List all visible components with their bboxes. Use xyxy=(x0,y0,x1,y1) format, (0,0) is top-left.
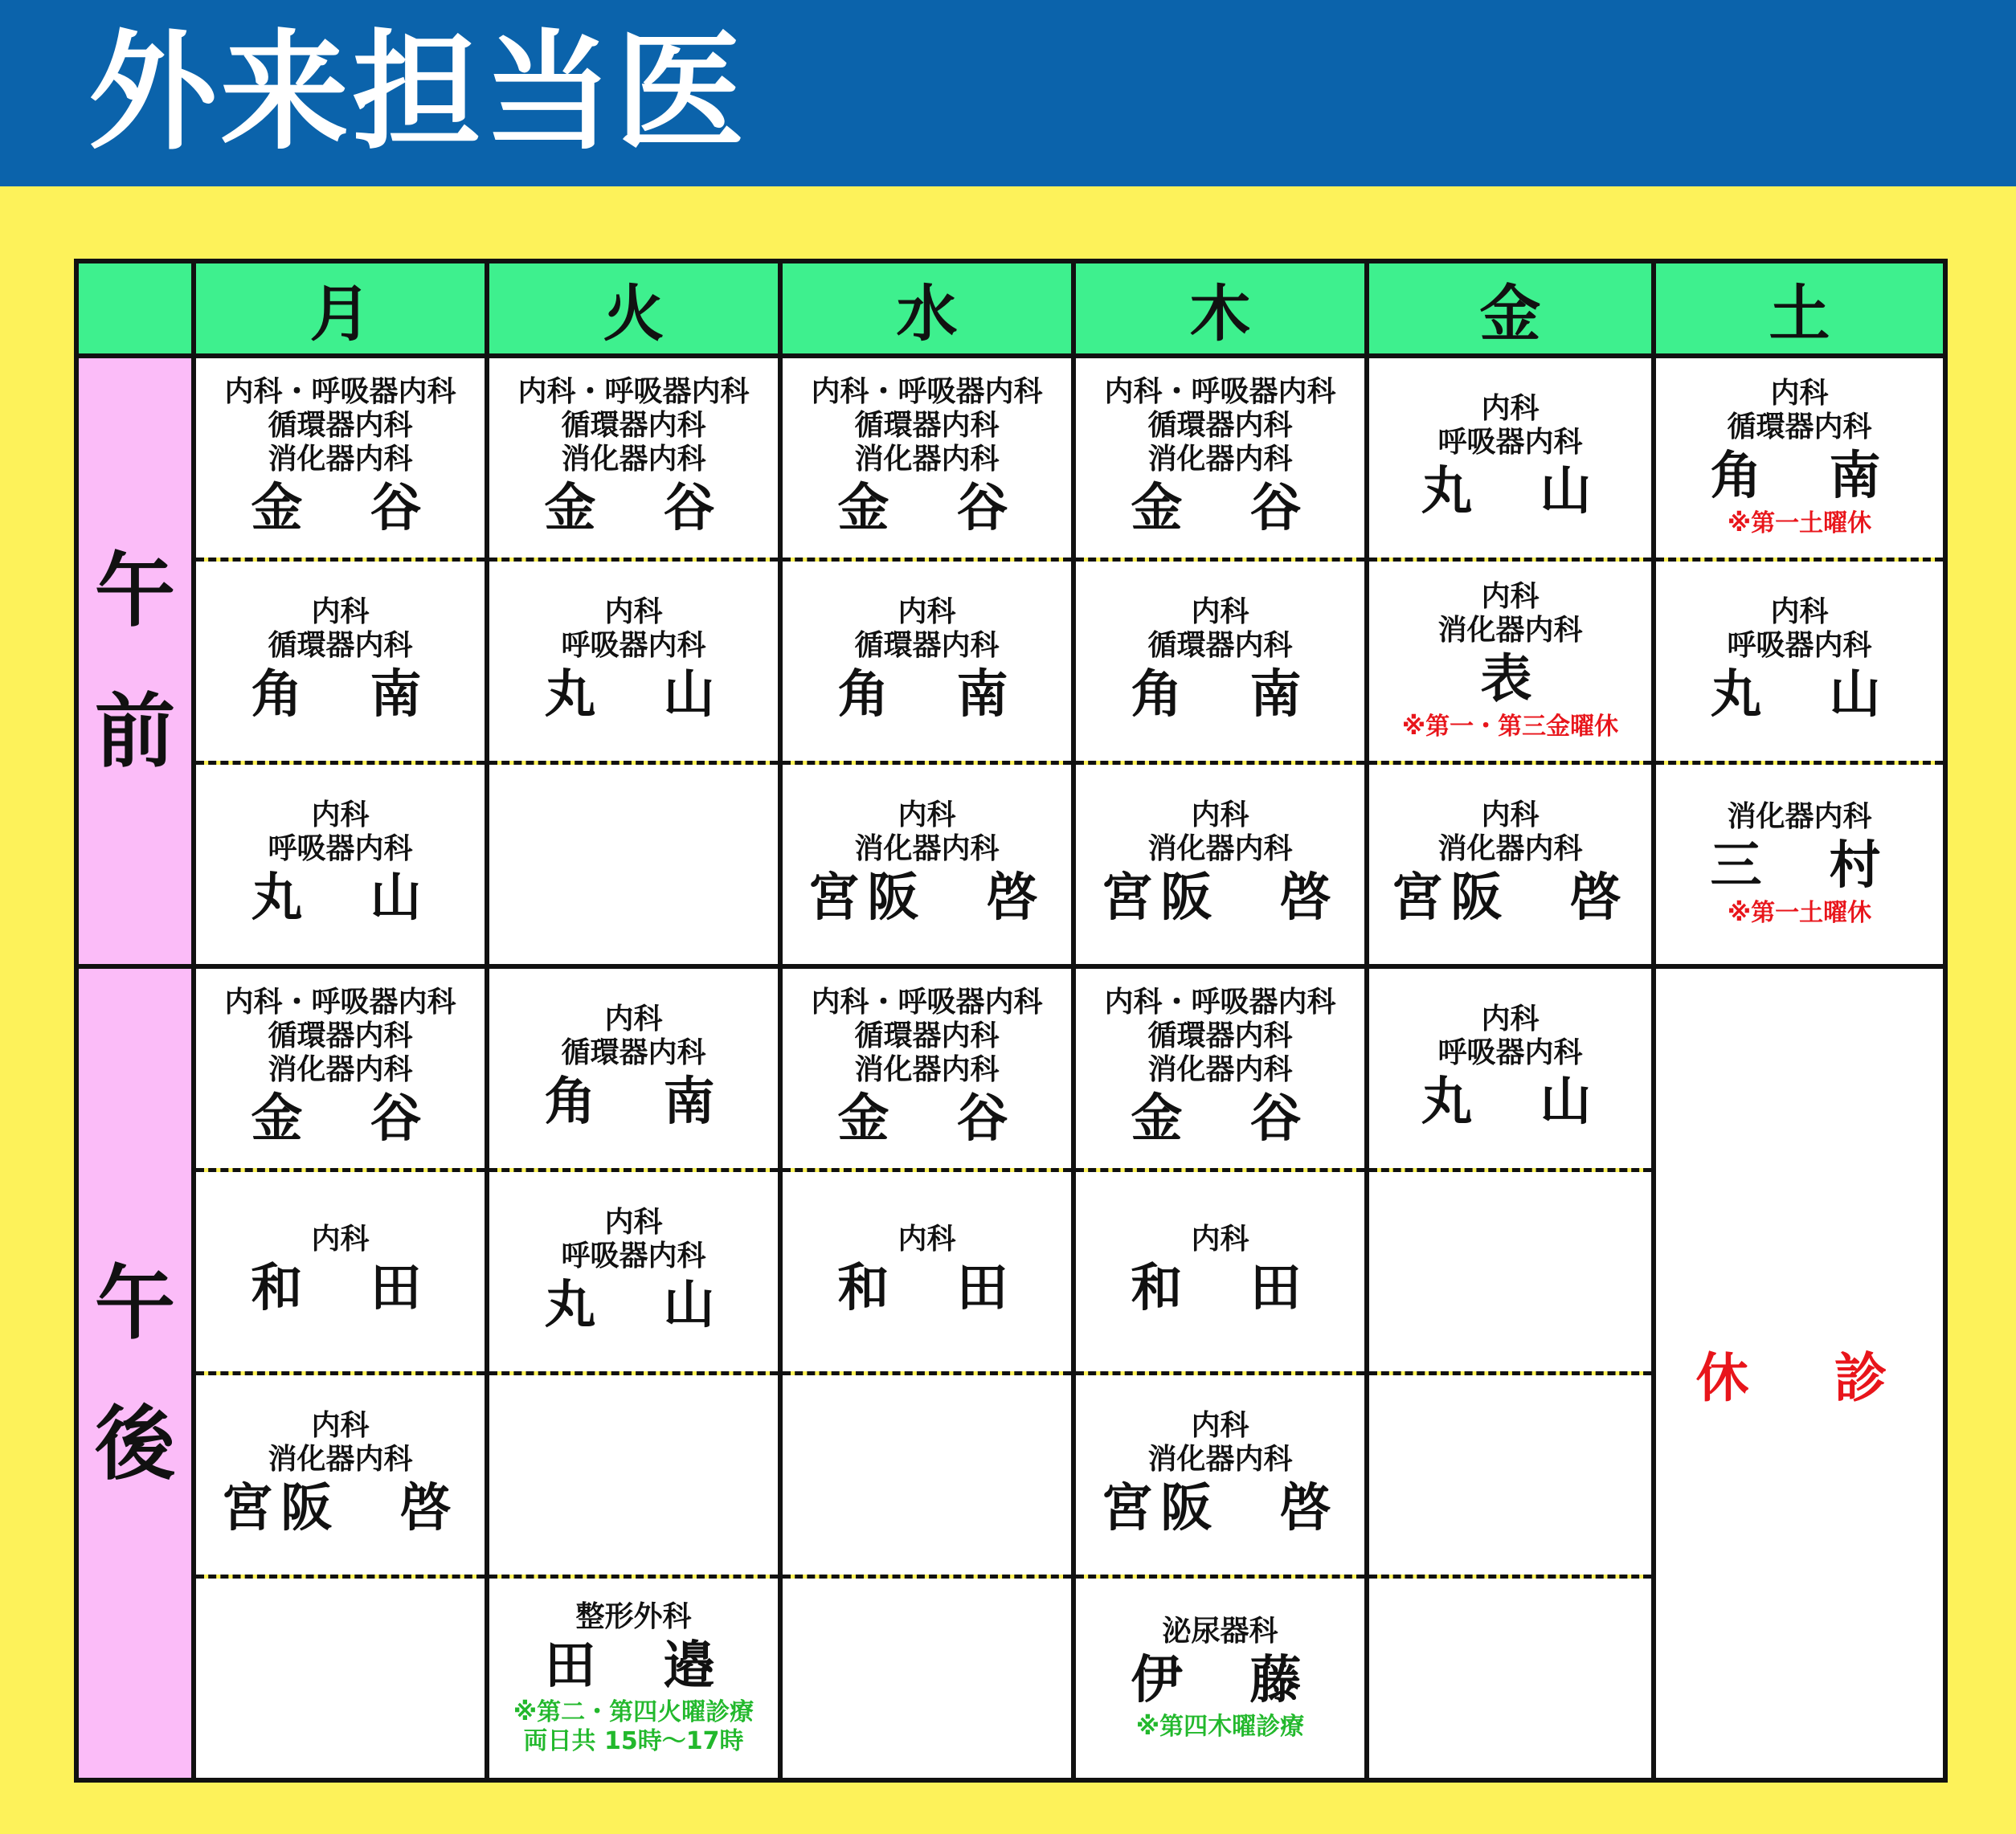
doctor-name: 宮阪 啓 xyxy=(1391,868,1630,928)
slot-pm-4-thu xyxy=(1073,1577,1367,1781)
schedule-table xyxy=(74,259,1948,1783)
slot-pm-4-wed xyxy=(780,1577,1073,1781)
department-label: 内科・呼吸器内科 xyxy=(224,375,456,408)
department-label: 循環器内科 xyxy=(561,1036,706,1069)
department-label: 呼吸器内科 xyxy=(561,629,706,662)
slot-am-1-fri xyxy=(1367,356,1654,560)
department-label: 内科・呼吸器内科 xyxy=(224,986,456,1019)
department-label: 循環器内科 xyxy=(854,1019,1000,1052)
slot-pm-2-mon xyxy=(194,1170,487,1374)
day-header-tue: 火 xyxy=(487,261,780,356)
department-label: 内科 xyxy=(311,1223,370,1256)
slot-am-2-fri xyxy=(1367,560,1654,763)
slot-am-3-thu xyxy=(1073,763,1367,967)
department-label: 内科 xyxy=(898,1223,956,1256)
corner-cell xyxy=(76,261,194,356)
pm-row xyxy=(76,966,1945,1170)
slot-am-1-wed xyxy=(780,356,1073,560)
department-label: 循環器内科 xyxy=(268,1019,413,1052)
closure-note: ※第一土曜休 xyxy=(1727,509,1872,537)
doctor-name: 丸 山 xyxy=(544,1276,723,1335)
slot-am-1-sat xyxy=(1654,356,1945,560)
department-label: 消化器内科 xyxy=(268,1053,413,1086)
slot-am-2-mon xyxy=(194,560,487,763)
department-label: 内科 xyxy=(1191,1223,1249,1256)
day-header-fri: 金 xyxy=(1367,261,1654,356)
slot-pm-3-fri xyxy=(1367,1374,1654,1577)
department-label: 内科 xyxy=(311,1409,370,1442)
doctor-name: 角 南 xyxy=(1131,665,1310,725)
department-label: 内科・呼吸器内科 xyxy=(811,375,1043,408)
department-label: 内科 xyxy=(1481,580,1540,613)
department-label: 消化器内科 xyxy=(1437,832,1583,865)
doctor-name: 角 南 xyxy=(251,665,430,725)
department-label: 循環器内科 xyxy=(1147,1019,1293,1052)
doctor-name: 金 谷 xyxy=(1131,479,1310,538)
am-row xyxy=(76,560,1945,763)
department-label: 消化器内科 xyxy=(268,443,413,476)
department-label: 循環器内科 xyxy=(268,629,413,662)
doctor-name: 宮阪 啓 xyxy=(808,868,1046,928)
slot-am-2-wed xyxy=(780,560,1073,763)
am-row xyxy=(76,356,1945,560)
department-label: 整形外科 xyxy=(575,1600,692,1633)
department-label: 内科 xyxy=(1191,1409,1249,1442)
department-label: 循環器内科 xyxy=(268,409,413,442)
slot-pm-1-wed xyxy=(780,966,1073,1170)
department-label: 内科 xyxy=(1481,1003,1540,1035)
slot-pm-4-fri xyxy=(1367,1577,1654,1781)
slot-am-3-wed xyxy=(780,763,1073,967)
slot-am-3-mon xyxy=(194,763,487,967)
department-label: 呼吸器内科 xyxy=(1727,629,1872,662)
department-label: 内科 xyxy=(898,799,956,831)
department-label: 内科 xyxy=(1770,595,1829,628)
clinic-day-note: 両日共 15時～17時 xyxy=(523,1727,744,1755)
closure-note: ※第一土曜休 xyxy=(1727,899,1872,927)
doctor-name: 丸 山 xyxy=(251,868,430,928)
doctor-name: 丸 山 xyxy=(544,665,723,725)
doctor-name: 宮阪 啓 xyxy=(1101,1479,1339,1538)
day-header-mon: 月 xyxy=(194,261,487,356)
doctor-name: 金 谷 xyxy=(251,479,430,538)
slot-pm-1-fri xyxy=(1367,966,1654,1170)
closure-note: ※第一・第三金曜休 xyxy=(1401,713,1619,741)
department-label: 内科 xyxy=(311,595,370,628)
slot-am-3-fri xyxy=(1367,763,1654,967)
doctor-name: 角 南 xyxy=(1710,447,1889,506)
slot-am-2-thu xyxy=(1073,560,1367,763)
department-label: 消化器内科 xyxy=(1437,614,1583,647)
doctor-name: 伊 藤 xyxy=(1131,1651,1310,1710)
slot-pm-3-wed xyxy=(780,1374,1073,1577)
slot-am-1-thu xyxy=(1073,356,1367,560)
slot-am-3-tue xyxy=(487,763,780,967)
slot-am-1-tue xyxy=(487,356,780,560)
department-label: 呼吸器内科 xyxy=(268,832,413,865)
doctor-name: 丸 山 xyxy=(1710,665,1889,725)
doctor-name: 和 田 xyxy=(837,1259,1016,1318)
department-label: 内科 xyxy=(1191,595,1249,628)
slot-pm-3-mon xyxy=(194,1374,487,1577)
doctor-name: 宮阪 啓 xyxy=(1101,868,1339,928)
slot-pm-2-fri xyxy=(1367,1170,1654,1374)
clinic-day-note: ※第二・第四火曜診療 xyxy=(513,1698,754,1726)
slot-am-2-sat xyxy=(1654,560,1945,763)
slot-am-3-sat xyxy=(1654,763,1945,967)
department-label: 循環器内科 xyxy=(561,409,706,442)
doctor-name: 角 南 xyxy=(544,1072,723,1132)
am-row xyxy=(76,763,1945,967)
department-label: 内科 xyxy=(1481,799,1540,831)
doctor-name: 和 田 xyxy=(251,1259,430,1318)
period-label-am xyxy=(76,356,194,966)
slot-pm-1-thu xyxy=(1073,966,1367,1170)
page-title: 外来担当医 xyxy=(88,17,748,167)
slot-pm-2-wed xyxy=(780,1170,1073,1374)
doctor-name: 宮阪 啓 xyxy=(221,1479,460,1538)
department-label: 循環器内科 xyxy=(1727,411,1872,443)
doctor-name: 金 谷 xyxy=(251,1089,430,1149)
doctor-name: 金 谷 xyxy=(837,1089,1016,1149)
department-label: 消化器内科 xyxy=(854,1053,1000,1086)
department-label: 消化器内科 xyxy=(1147,1053,1293,1086)
department-label: 泌尿器科 xyxy=(1162,1615,1278,1648)
clinic-day-note: ※第四木曜診療 xyxy=(1135,1713,1305,1741)
doctor-name: 丸 山 xyxy=(1421,1072,1600,1132)
doctor-name: 和 田 xyxy=(1131,1259,1310,1318)
period-label-text: 午 後 xyxy=(95,1256,175,1491)
department-label: 呼吸器内科 xyxy=(1437,426,1583,459)
department-label: 内科 xyxy=(311,799,370,831)
slot-pm-4-mon xyxy=(194,1577,487,1781)
department-label: 内科・呼吸器内科 xyxy=(1104,986,1336,1019)
doctor-name: 角 南 xyxy=(837,665,1016,725)
slot-pm-2-tue xyxy=(487,1170,780,1374)
department-label: 内科 xyxy=(1191,799,1249,831)
department-label: 消化器内科 xyxy=(561,443,706,476)
slot-am-1-mon xyxy=(194,356,487,560)
period-label-pm xyxy=(76,966,194,1780)
department-label: 内科・呼吸器内科 xyxy=(1104,375,1336,408)
department-label: 内科 xyxy=(604,595,663,628)
period-label-text: 午 前 xyxy=(95,544,175,778)
slot-pm-2-thu xyxy=(1073,1170,1367,1374)
doctor-name: 金 谷 xyxy=(1131,1089,1310,1149)
department-label: 内科 xyxy=(1481,392,1540,425)
department-label: 内科 xyxy=(604,1003,663,1035)
department-label: 呼吸器内科 xyxy=(1437,1036,1583,1069)
department-label: 循環器内科 xyxy=(1147,409,1293,442)
doctor-name: 三 村 xyxy=(1710,836,1889,896)
department-label: 消化器内科 xyxy=(1147,832,1293,865)
doctor-name: 表 xyxy=(1480,650,1540,709)
department-label: 内科・呼吸器内科 xyxy=(811,986,1043,1019)
department-label: 内科・呼吸器内科 xyxy=(517,375,750,408)
closed-sat-pm: 休 診 xyxy=(1654,966,1945,1780)
department-label: 消化器内科 xyxy=(1727,800,1872,833)
slot-am-2-tue xyxy=(487,560,780,763)
department-label: 消化器内科 xyxy=(268,1443,413,1476)
header-bar xyxy=(0,0,2016,186)
department-label: 消化器内科 xyxy=(854,443,1000,476)
slot-pm-3-thu xyxy=(1073,1374,1367,1577)
department-label: 内科 xyxy=(898,595,956,628)
day-header-thu: 木 xyxy=(1073,261,1367,356)
department-label: 内科 xyxy=(1770,377,1829,410)
department-label: 呼吸器内科 xyxy=(561,1240,706,1272)
department-label: 消化器内科 xyxy=(854,832,1000,865)
department-label: 循環器内科 xyxy=(854,629,1000,662)
day-header-row xyxy=(76,261,1945,356)
slot-pm-1-mon xyxy=(194,966,487,1170)
department-label: 循環器内科 xyxy=(1147,629,1293,662)
department-label: 内科 xyxy=(604,1206,663,1239)
department-label: 循環器内科 xyxy=(854,409,1000,442)
day-header-sat: 土 xyxy=(1654,261,1945,356)
day-header-wed: 水 xyxy=(780,261,1073,356)
department-label: 消化器内科 xyxy=(1147,1443,1293,1476)
slot-pm-1-tue xyxy=(487,966,780,1170)
slot-pm-3-tue xyxy=(487,1374,780,1577)
doctor-name: 丸 山 xyxy=(1421,462,1600,521)
doctor-name: 金 谷 xyxy=(837,479,1016,538)
slot-pm-4-tue xyxy=(487,1577,780,1781)
doctor-name: 田 邉 xyxy=(544,1636,723,1696)
doctor-name: 金 谷 xyxy=(544,479,723,538)
department-label: 消化器内科 xyxy=(1147,443,1293,476)
